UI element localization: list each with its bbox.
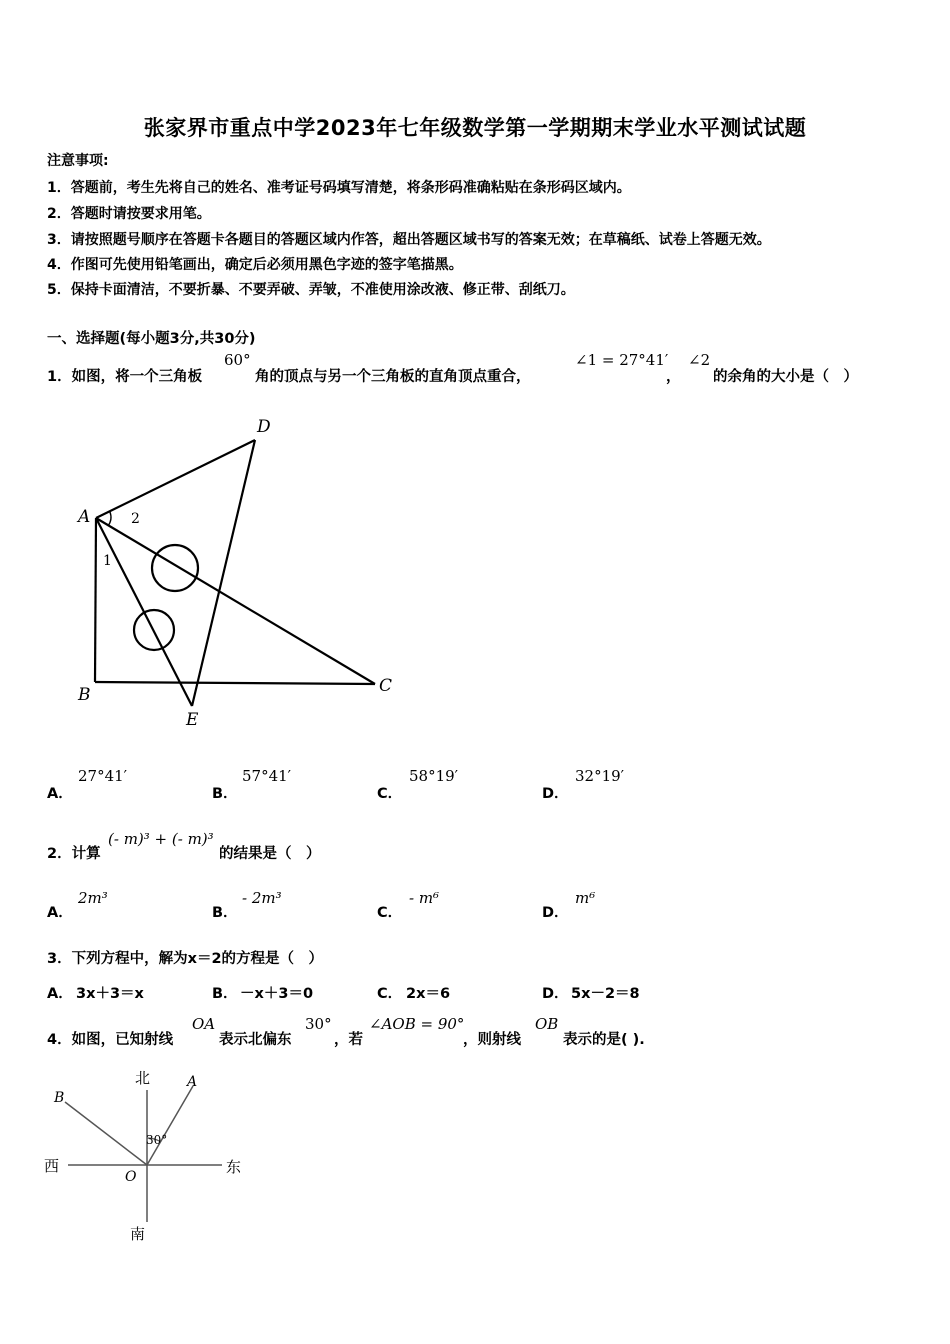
q2-option-b-value: - 2m³ <box>242 889 282 907</box>
ray-oa <box>147 1086 193 1165</box>
q1-math-angle2: ∠2 <box>688 351 711 369</box>
ray-ob <box>65 1102 147 1165</box>
vertex-b-label: B <box>78 685 91 705</box>
note-item: 5．保持卡面清洁，不要折暴、不要弄破、弄皱，不准使用涂改液、修正带、刮纸刀。 <box>47 282 575 298</box>
q1-math-60: 60° <box>224 351 251 369</box>
q1-figure <box>70 410 410 735</box>
q1-text-a: 1．如图，将一个三角板 <box>47 369 203 385</box>
north-label: 北 <box>135 1069 151 1087</box>
q2-option-c-label: C． <box>377 905 403 921</box>
q3-option-c-label: C． <box>377 986 403 1002</box>
q1-option-c-value: 58°19′ <box>409 767 459 785</box>
q3-option-d-label: D． <box>542 986 569 1002</box>
q4-math-aob: ∠AOB = 90° <box>369 1015 465 1033</box>
q4-text-a: 4．如图，已知射线 <box>47 1032 174 1048</box>
point-o-label: O <box>125 1169 137 1185</box>
south-label: 南 <box>130 1225 146 1243</box>
q2-text-a: 2．计算 <box>47 846 101 862</box>
q2-option-b-label: B． <box>212 905 238 921</box>
q4-math-30: 30° <box>305 1015 332 1033</box>
section-heading: 一、选择题(每小题3分,共30分) <box>47 331 256 347</box>
q2-text-b: 的结果是（ ） <box>219 846 321 862</box>
q1-text-b: 角的顶点与另一个三角板的直角顶点重合， <box>255 369 531 385</box>
vertex-a-label: A <box>78 507 91 527</box>
q1-option-a-label: A． <box>47 786 73 802</box>
q3-option-a-value: 3x＋3＝x <box>76 986 144 1002</box>
q1-option-a-value: 27°41′ <box>78 767 128 785</box>
q2-option-d-label: D． <box>542 905 569 921</box>
q3-option-c-value: 2x＝6 <box>406 986 451 1002</box>
q2-option-d-value: m⁶ <box>575 889 596 907</box>
angle-30-label: 30° <box>146 1133 168 1147</box>
q3-option-d-value: 5x－2＝8 <box>571 986 640 1002</box>
q1-comma: ， <box>666 369 681 385</box>
q4-text-d: ，则射线 <box>463 1032 521 1048</box>
q2-option-a-value: 2m³ <box>78 889 108 907</box>
vertex-e-label: E <box>186 710 199 730</box>
q1-option-d-label: D． <box>542 786 569 802</box>
q4-math-ob: OB <box>535 1015 559 1033</box>
q2-expression: (- m)³ + (- m)³ <box>108 830 214 848</box>
line-de <box>192 440 255 706</box>
notes-heading: 注意事项: <box>47 153 109 169</box>
point-a-label: A <box>187 1074 198 1090</box>
point-b-label: B <box>54 1090 65 1106</box>
hole-circle-upper <box>152 545 198 591</box>
note-item: 4．作图可先使用铅笔画出，确定后必须用黑色字迹的签字笔描黑。 <box>47 257 463 273</box>
vertex-d-label: D <box>257 417 271 437</box>
q2-option-c-value: - m⁶ <box>409 889 440 907</box>
q4-text-b: 表示北偏东 <box>219 1032 292 1048</box>
west-label: 西 <box>44 1157 60 1175</box>
angle-1-label: 1 <box>103 553 112 569</box>
q1-option-d-value: 32°19′ <box>575 767 625 785</box>
note-item: 3．请按照题号顺序在答题卡各题目的答题区域内作答，超出答题区域书写的答案无效；在草稿纸、试卷上答题无效。 <box>47 232 771 248</box>
q1-option-c-label: C． <box>377 786 403 802</box>
q1-text-c: 的余角的大小是（ ） <box>713 369 858 385</box>
q4-text-e: 表示的是( ). <box>563 1032 645 1048</box>
q2-option-a-label: A． <box>47 905 73 921</box>
line-bc <box>95 682 375 684</box>
angle-arc <box>108 512 111 526</box>
q1-math-angle1: ∠1 = 27°41′ <box>575 351 669 369</box>
q4-figure <box>40 1062 260 1247</box>
q3-stem: 3．下列方程中，解为x＝2的方程是（ ） <box>47 951 324 967</box>
note-item: 2．答题时请按要求用笔。 <box>47 206 211 222</box>
q1-option-b-value: 57°41′ <box>242 767 292 785</box>
line-ad <box>96 440 255 518</box>
line-ab <box>95 518 96 682</box>
q3-option-b-label: B． <box>212 986 238 1002</box>
vertex-c-label: C <box>379 676 393 696</box>
east-label: 东 <box>226 1158 242 1176</box>
note-item: 1．答题前，考生先将自己的姓名、准考证号码填写清楚，将条形码准确粘贴在条形码区域内。 <box>47 180 631 196</box>
q3-option-b-value: －x＋3＝0 <box>240 986 314 1002</box>
q4-math-oa: OA <box>192 1015 216 1033</box>
q3-option-a-label: A． <box>47 986 73 1002</box>
page-title: 张家界市重点中学2023年七年级数学第一学期期末学业水平测试试题 <box>143 116 807 140</box>
q1-option-b-label: B． <box>212 786 238 802</box>
angle-2-label: 2 <box>131 511 140 527</box>
q4-text-c: ，若 <box>334 1032 363 1048</box>
